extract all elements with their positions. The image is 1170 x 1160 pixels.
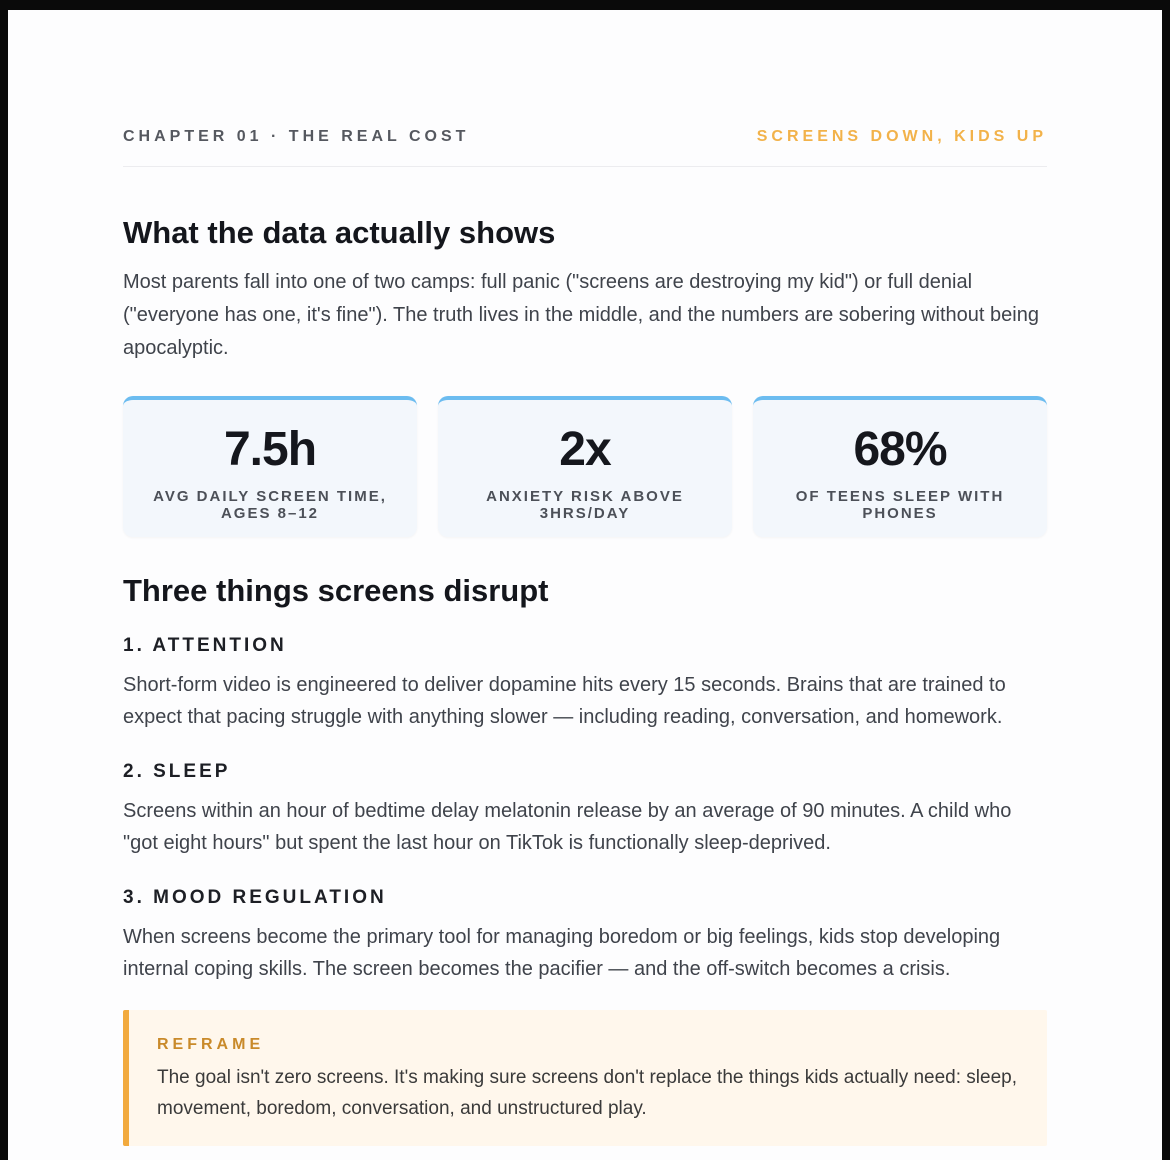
chapter-label: CHAPTER 01 · THE REAL COST	[123, 128, 470, 145]
page-header	[123, 128, 1047, 167]
stat-card-screen-time	[123, 396, 417, 537]
stat-value: 68%	[853, 423, 947, 476]
stat-label: AVG DAILY SCREEN TIME, AGES 8–12	[153, 488, 387, 522]
paragraph-attention: Short-form video is engineered to deliver dopamine hits every 15 seconds. Brains that are trained to expect that pacing struggle with anything slower — including reading, conversation, and homework.	[123, 674, 1006, 728]
stat-value: 2x	[559, 423, 611, 476]
callout-text: The goal isn't zero screens. It's making sure screens don't replace the things kids actually need: sleep, movement, boredom, conversation, and unstructured play.	[157, 1067, 1018, 1119]
section-heading-data: What the data actually shows	[123, 215, 556, 250]
stat-card-anxiety-risk	[438, 396, 732, 537]
callout-label: REFRAME	[157, 1036, 265, 1053]
paragraph-sleep: Screens within an hour of bedtime delay melatonin release by an average of 90 minutes. A child who "got eight hours" but spent the last hour on TikTok is functionally sleep-deprived.	[123, 800, 1012, 854]
intro-paragraph: Most parents fall into one of two camps: full panic ("screens are destroying my kid") or full denial ("everyone has one, it's fine"). The truth lives in the middle, and the numbers are sobering without being apocalyptic.	[123, 271, 1039, 359]
subheading-sleep: 2. SLEEP	[123, 761, 231, 782]
stat-value: 7.5h	[223, 423, 317, 476]
stat-label: OF TEENS SLEEP WITH PHONES	[795, 488, 1005, 522]
stats-row	[123, 396, 1047, 537]
document-page	[8, 10, 1162, 1160]
section-heading-disrupt: Three things screens disrupt	[123, 573, 549, 608]
stat-card-teen-sleep	[753, 396, 1047, 537]
subheading-attention: 1. ATTENTION	[123, 635, 287, 656]
reframe-callout	[123, 1010, 1047, 1146]
subheading-mood-regulation: 3. MOOD REGULATION	[123, 887, 387, 908]
brand-label: SCREENS DOWN, KIDS UP	[756, 128, 1047, 145]
paragraph-mood-regulation: When screens become the primary tool for managing boredom or big feelings, kids stop developing internal coping skills. The screen becomes the pacifier — and the off-switch becomes a crisis.	[123, 926, 1001, 980]
stat-label: ANXIETY RISK ABOVE 3HRS/DAY	[486, 488, 684, 522]
